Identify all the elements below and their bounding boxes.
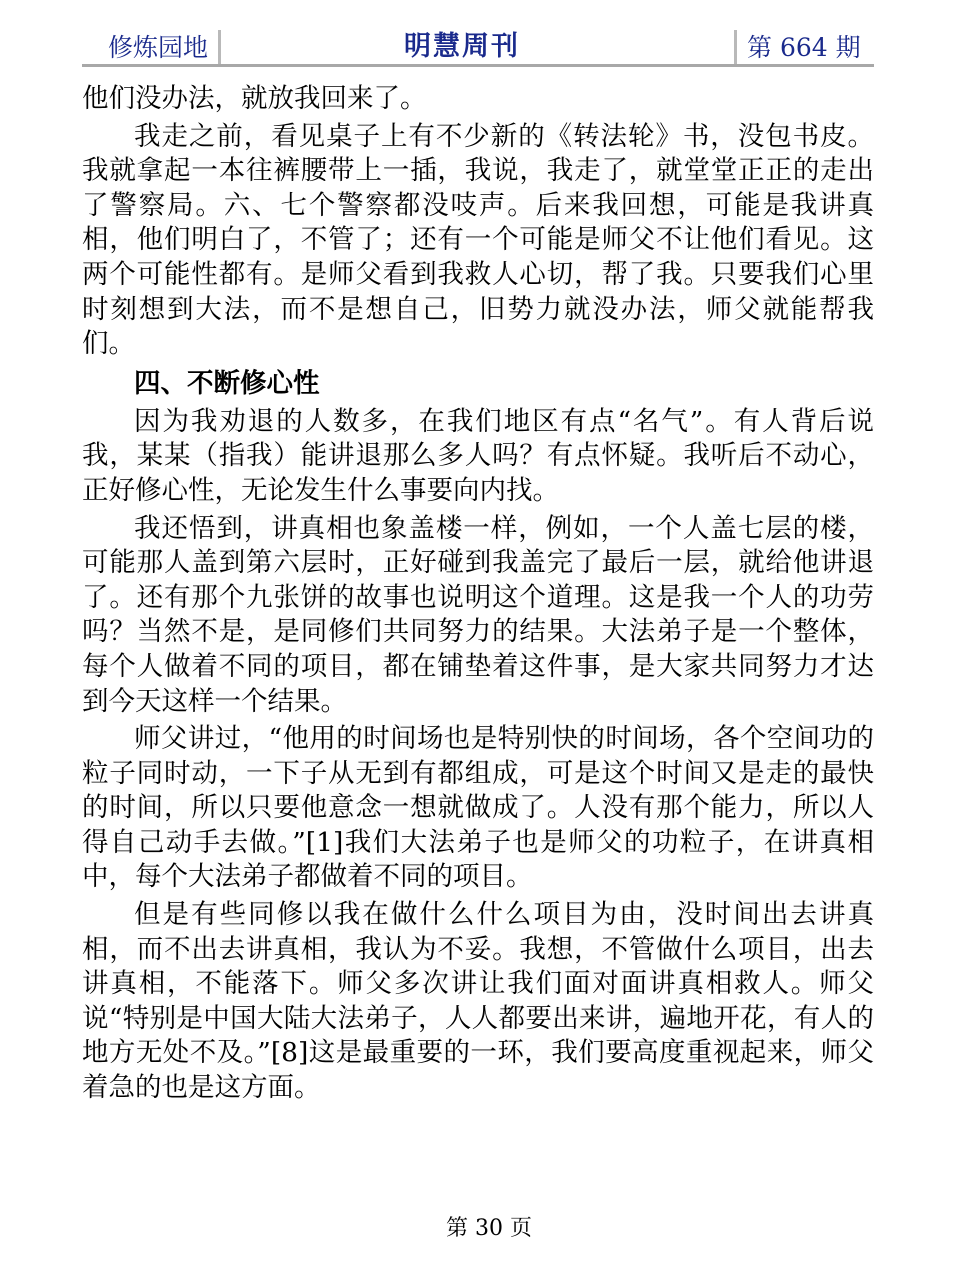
header-divider xyxy=(734,30,737,64)
section-name: 修炼园地 xyxy=(108,33,209,62)
article-body xyxy=(82,82,874,1106)
publication-title: 明慧周刊 xyxy=(404,31,520,62)
paragraph: 因为我劝退的人数多，在我们地区有点“名气”。有人背后说我，某某（指我）能讲退那么多人吗？有点怀疑。我听后不动心，正好修心性，无论发生什么事要向内找。 xyxy=(82,405,874,506)
header-divider xyxy=(218,30,221,64)
page-number: 第 30 页 xyxy=(446,1216,532,1241)
paragraph: 师父讲过，“他用的时间场也是特别快的时间场，各个空间功的粒子同时动，一下子从无到有都组成，可是这个时间又是走的最快的时间，所以只要他意念一想就做成了。人没有那个能力，所以人得自己动手去做。”[1]我们大法弟子也是师父的功粒子，在讲真相中，每个大法弟子都做着不同的项目。 xyxy=(82,723,874,893)
paragraph: 他们没办法，就放我回来了。 xyxy=(82,83,427,114)
header-rule xyxy=(82,64,874,67)
paragraph: 我还悟到，讲真相也象盖楼一样，例如，一个人盖七层的楼，可能那人盖到第六层时，正好碰到我盖完了最后一层，就给他讲退了。还有那个九张饼的故事也说明这个道理。这是我一个人的功劳吗？当然不是，是同修们共同努力的结果。大法弟子是一个整体，每个人做着不同的项目，都在铺垫着这件事，是大家共同努力才达到今天这样一个结果。 xyxy=(82,512,874,717)
paragraph: 我走之前，看见桌子上有不少新的《转法轮》书，没包书皮。我就拿起一本往裤腰带上一插，我说，我走了，就堂堂正正的走出了警察局。六、七个警察都没吱声。后来我回想，可能是我讲真相，他们明白了，不管了；还有一个可能是师父不让他们看见。这两个可能性都有。是师父看到我救人心切，帮了我。只要我们心里时刻想到大法，而不是想自己，旧势力就没办法，师父就能帮我们。 xyxy=(82,120,874,360)
issue-number: 第 664 期 xyxy=(747,33,861,62)
page-header xyxy=(82,24,874,68)
section-heading: 四、不断修心性 xyxy=(134,367,320,399)
paragraph: 但是有些同修以我在做什么什么项目为由，没时间出去讲真相，而不出去讲真相，我认为不妥。我想，不管做什么项目，出去讲真相，不能落下。师父多次讲让我们面对面讲真相救人。师父说“特别是中国大陆大法弟子，人人都要出来讲，遍地开花，有人的地方无处不及。”[8]这是最重要的一环，我们要高度重视起来，师父着急的也是这方面。 xyxy=(82,899,874,1104)
